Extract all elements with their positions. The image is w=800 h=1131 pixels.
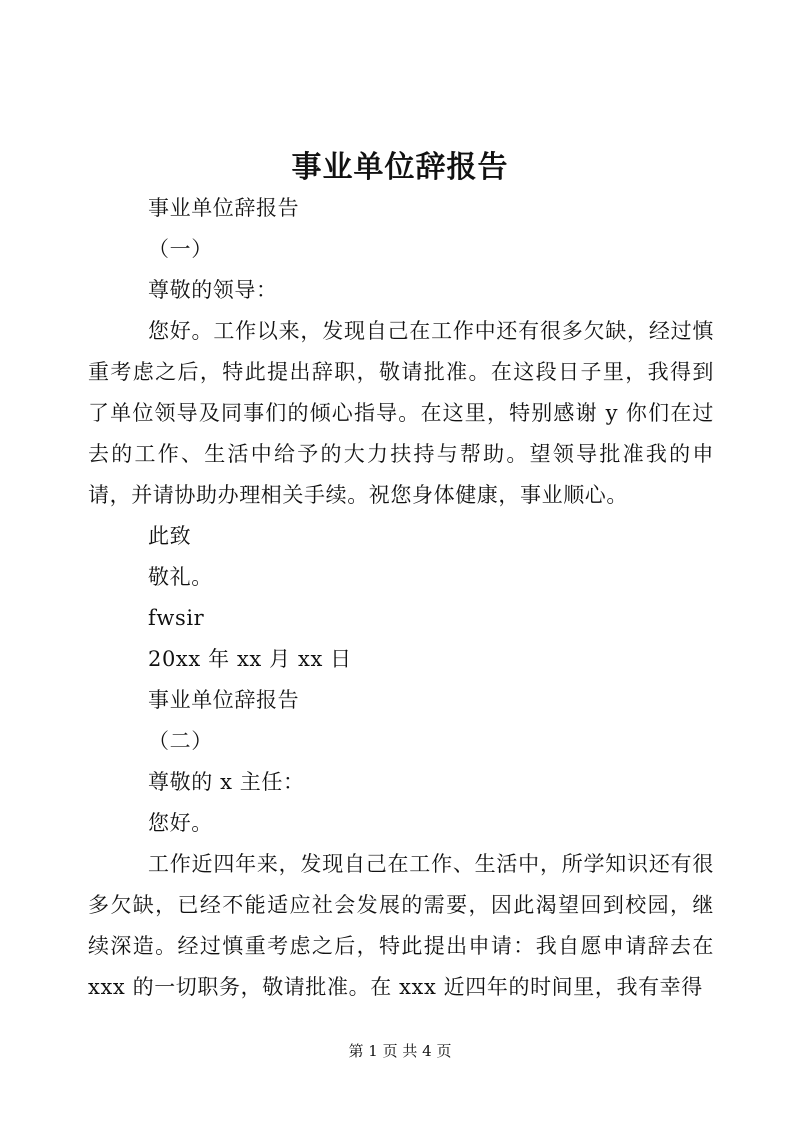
paragraph-body-1: 您好。工作以来，发现自己在工作中还有很多欠缺，经过慎重考虑之后，特此提出辞职，敬请批准。在这段日子里，我得到了单位领导及同事们的倾心指导。在这里，特别感谢 y 你们在过去的工作、生活中给予的大力扶持与帮助。望领导批准我的申请，并请协助办理相关手续。祝您身体健康，事业顺心。 [88, 319, 714, 507]
paragraph-section-2: （二） [148, 729, 213, 753]
paragraph-body-2: 工作近四年来，发现自己在工作、生活中，所学知识还有很多欠缺，已经不能适应社会发展的需要，因此渴望回到校园，继续深造。经过慎重考虑之后，特此提出申请：我自愿申请辞去在 xxx 的一切职务，敬请批准。在 xxx 近四年的时间里，我有幸得 [88, 852, 714, 999]
paragraph-greeting-2: 您好。 [148, 811, 213, 835]
paragraph-salutation-2: 尊敬的 x 主任： [148, 770, 305, 794]
paragraph-closing-1: 此致 [148, 524, 192, 548]
paragraph-heading-1: 事业单位辞报告 [148, 196, 300, 220]
paragraph-section-1: （一） [148, 237, 213, 261]
document-title: 事业单位辞报告 [291, 150, 509, 185]
paragraph-heading-2: 事业单位辞报告 [148, 688, 300, 712]
paragraph-date: 20xx 年 xx 月 xx 日 [148, 647, 352, 671]
document-body [88, 188, 714, 1008]
paragraph-signature: fwsir [148, 606, 205, 630]
paragraph-salutation-1: 尊敬的领导： [148, 278, 278, 302]
page-footer: 第 1 页 共 4 页 [348, 1042, 452, 1060]
paragraph-closing-2: 敬礼。 [148, 565, 213, 589]
